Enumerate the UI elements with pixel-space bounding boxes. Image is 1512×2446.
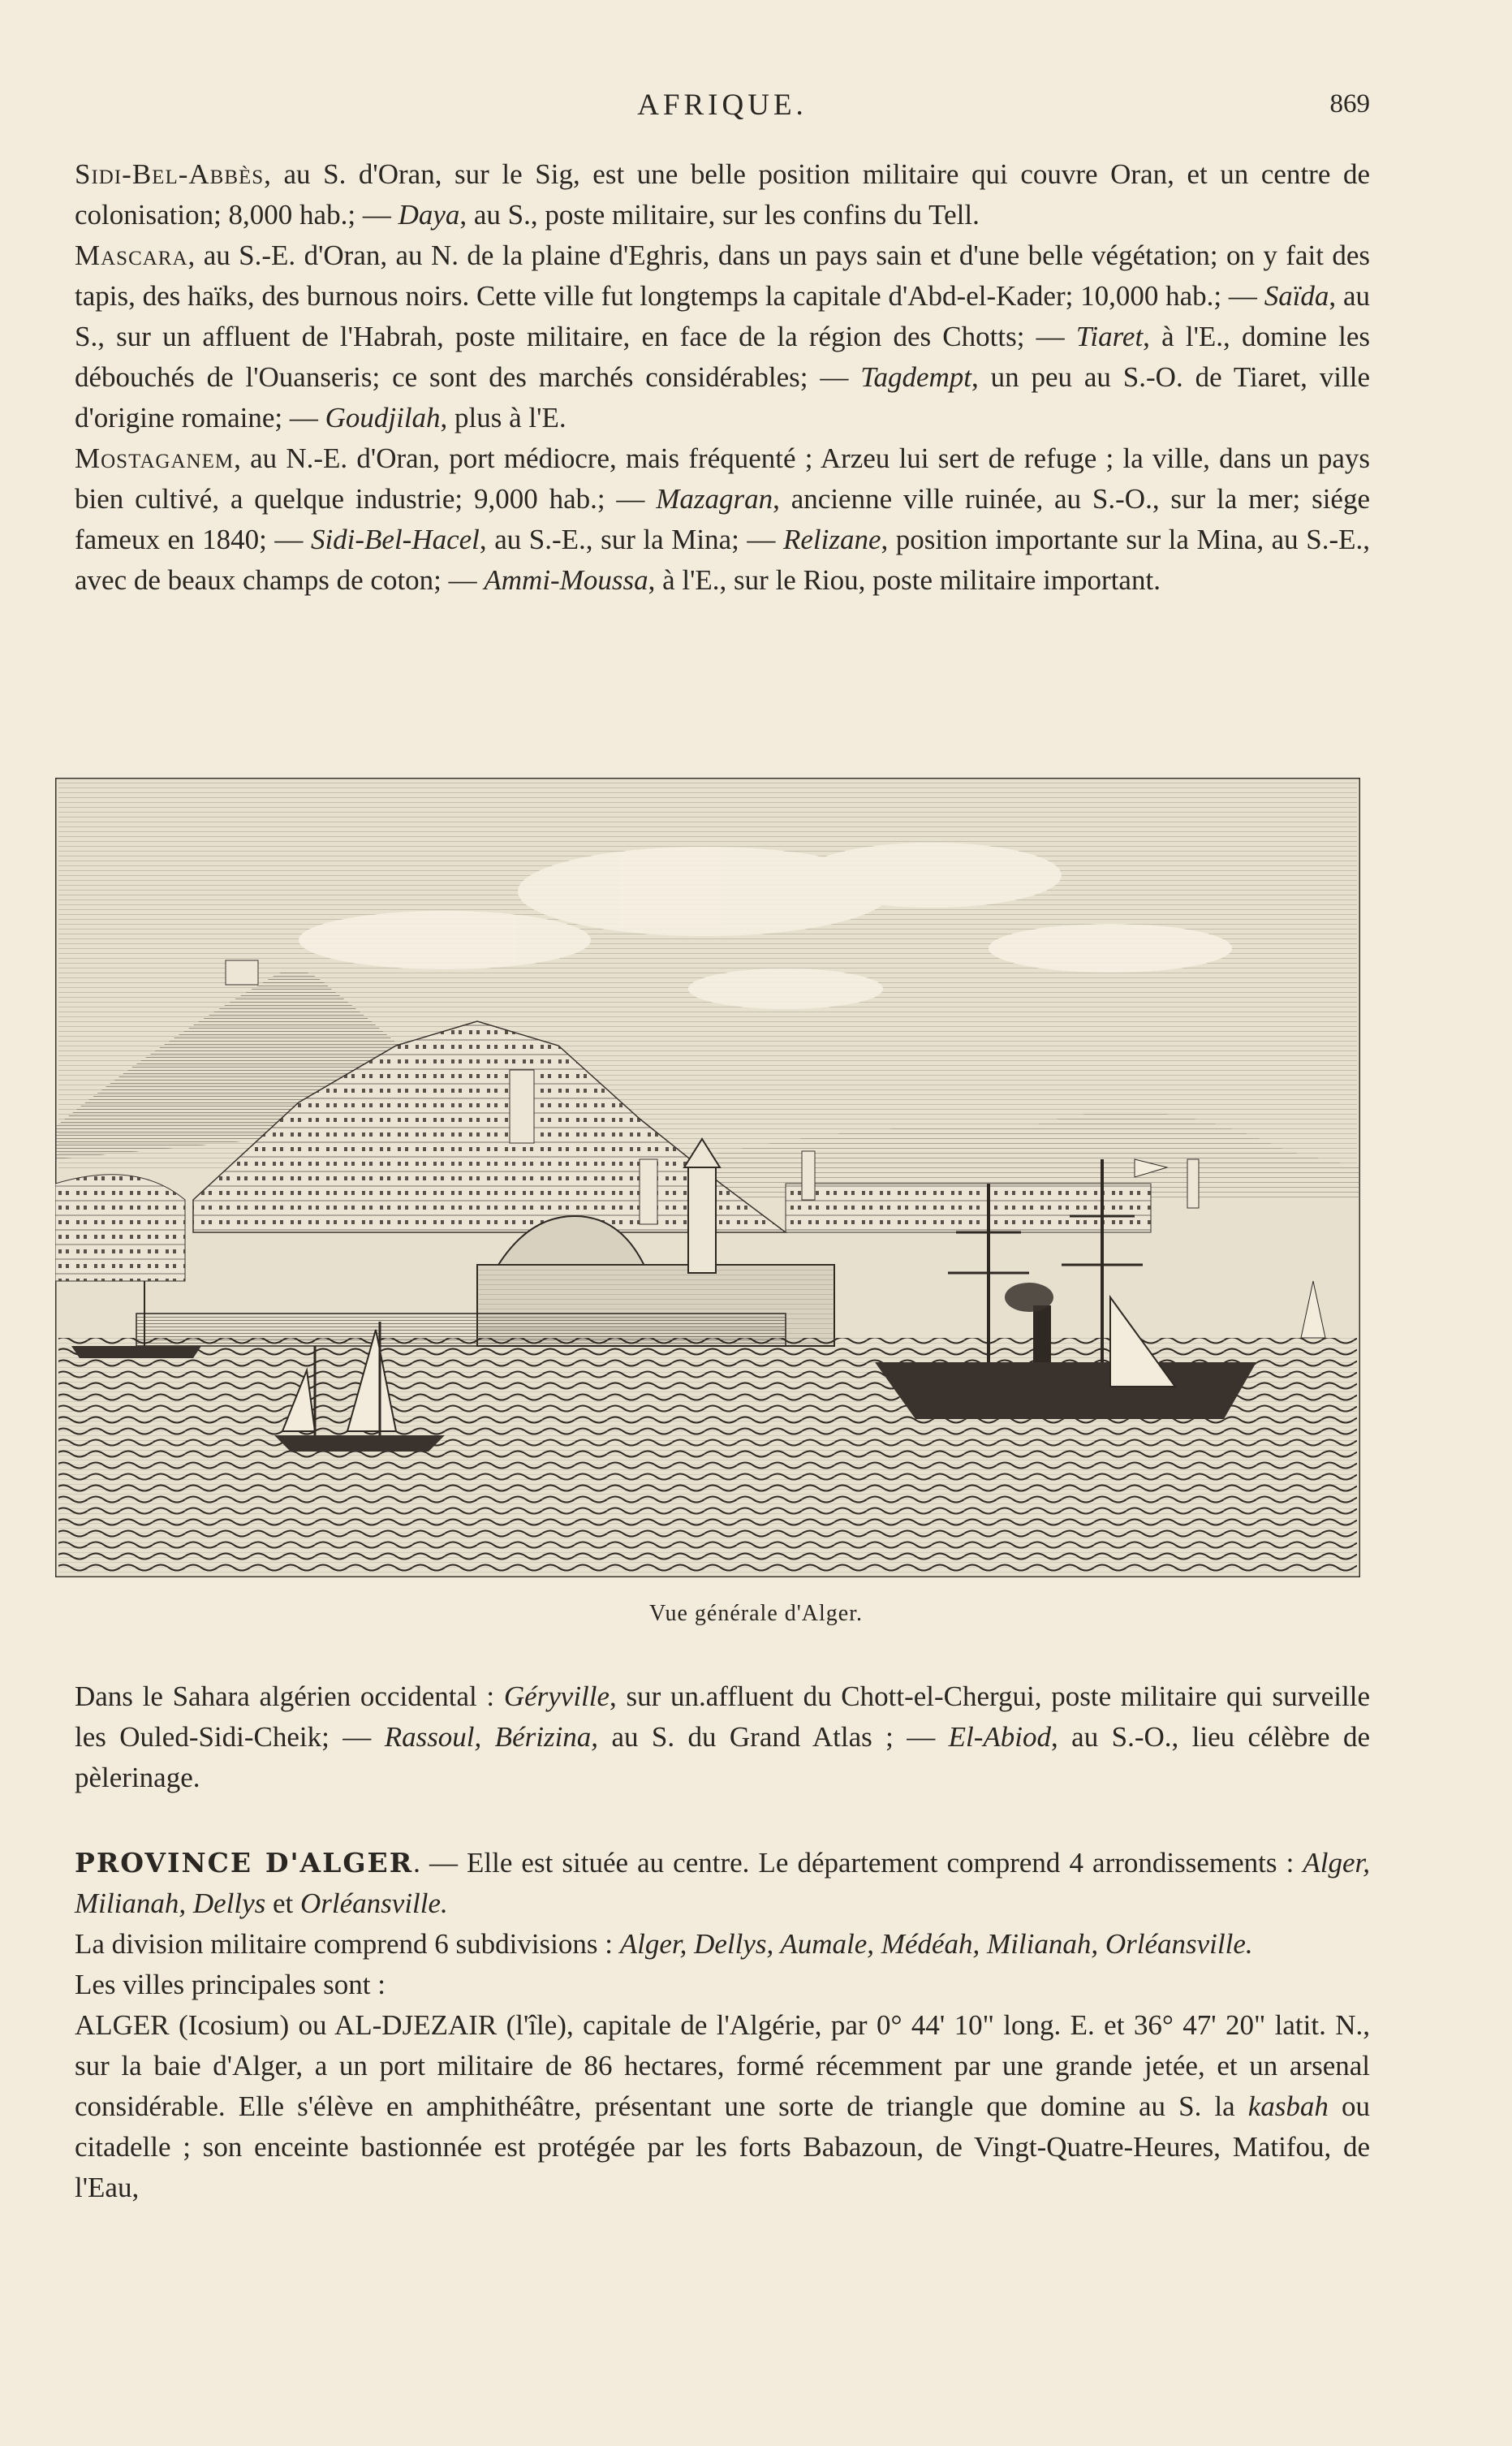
paragraph-text: , au S.-O., lieu célèbre de pèlerinage. [75,1721,1371,1793]
paragraph-text: , un peu au S.-O. de Tiaret, ville d'origine romaine; — [75,361,1370,434]
paragraph-text: , plus à l'E. [440,402,566,434]
place-name: Sidi-Bel-Abbès [75,158,265,190]
paragraph-text: ou citadelle ; son enceinte bastionnée est protégée par les forts Babazoun, de Vingt-Quatre-Heures, Matifou, de l'Eau, [75,2090,1371,2203]
place-name: Rassoul, Bérizina, [384,1721,599,1753]
place-name: Géryville [503,1680,610,1712]
paragraph-text: , au S.-E. d'Oran, au N. de la plaine d'Eghris, dans un pays sain et d'une belle végétation; on y fait des tapis, des haïks, des burnous noirs. Cette ville fut longtemps la capitale d'Abd-el-Kader; 10,000 hab.; — [75,239,1370,312]
paragraph-text: , au S.-E., sur la Mina; — [479,524,783,555]
paragraph-mascara [75,235,1370,438]
paragraph-text: et [265,1887,301,1919]
paragraph-text: , position importante sur la Mina, au S.-E., avec de beaux champs de coton; — [75,524,1370,596]
place-name: Alger, Milianah, Dellys [75,1847,1370,1919]
place-name: Tiaret [1075,321,1144,352]
paragraph-mostaganem [75,438,1370,601]
place-name: kasbah [1247,2090,1329,2122]
place-name: El-Abiod [948,1721,1052,1753]
engraving-view-of-algiers [55,778,1360,1577]
place-name: Sidi-Bel-Hacel [310,524,480,555]
paragraph-villes: Les villes principales sont : [75,1969,386,2000]
province-section [75,1843,1370,2208]
paragraph-text: , à l'E., sur le Riou, poste militaire important. [648,564,1161,596]
engraving-illustration [55,778,1360,1577]
paragraph-division [75,1924,1370,1965]
place-name: Relizane [782,524,881,555]
paragraph-province [75,1843,1370,1924]
page-header [75,88,1370,128]
paragraph-text: Dans le Sahara algérien occidental : [75,1680,504,1712]
paragraph-text: , ancienne ville ruinée, au S.-O., sur la mer; siége fameux en 1840; — [75,483,1371,555]
oran-towns-text [75,154,1370,601]
place-name: Mazagran [656,483,773,515]
place-name: Mascara [75,239,188,271]
place-name: Daya [398,199,460,231]
paragraph-text: , au S. d'Oran, sur le Sig, est une belle position militaire qui couvre Oran, et un centre de colonisation; 8,000 hab.; — [75,158,1370,231]
place-name: Ammi-Moussa [484,564,648,596]
page-number: 869 [1329,89,1370,119]
paragraph-text: ALGER (Icosium) ou AL-DJEZAIR (l'île), capitale de l'Algérie, par 0° 44' 10" long. E. et 36° 47' 20" latit. N., sur la baie d'Alger, a un port militaire de 86 hectares, formé récemment par une grande jetée, et un arsenal considérable. Elle s'élève en amphithéâtre, présentant une sorte de triangle que domine au S. la [75,2009,1370,2122]
sahara-paragraph [75,1676,1370,1798]
place-name: Tagdempt [860,361,971,393]
paragraph-text: au S. du Grand Atlas ; — [598,1721,949,1753]
paragraph-sidi-bel-abbes [75,154,1370,235]
paragraph-text: La division militaire comprend 6 subdivisions : [75,1928,620,1960]
place-name: Goudjilah [325,402,441,434]
paragraph-text: , au S., poste militaire, sur les confins du Tell. [459,199,980,231]
paragraph-text: , au N.-E. d'Oran, port médiocre, mais fréquenté ; Arzeu lui sert de refuge ; la ville, dans un pays bien cultivé, a quelque industrie; 9,000 hab.; — [75,442,1370,515]
place-name: Mostaganem [75,442,235,474]
figure-caption: Vue générale d'Alger. [648,1601,864,1626]
paragraph-text: . — Elle est située au centre. Le département comprend 4 arrondissements : [413,1847,1303,1879]
paragraph-text: , au S., sur un affluent de l'Habrah, poste militaire, en face de la région des Chotts; — [75,280,1370,352]
section-heading: PROVINCE D'ALGER [75,1847,414,1879]
running-title: AFRIQUE. [637,88,808,122]
paragraph-alger [75,2005,1370,2208]
place-name: Alger, Dellys, Aumale, Médéah, Milianah, Orléansville. [619,1928,1253,1960]
place-name: Saïda [1264,280,1329,312]
paragraph-text: , sur un.affluent du Chott-el-Chergui, poste militaire qui surveille les Ouled-Sidi-Cheik; — [75,1680,1370,1753]
place-name: Orléansville. [300,1887,448,1919]
paragraph-text: , à l'E., domine les débouchés de l'Ouanseris; ce sont des marchés considérables; — [75,321,1370,393]
paragraph-sahara [75,1676,1370,1798]
